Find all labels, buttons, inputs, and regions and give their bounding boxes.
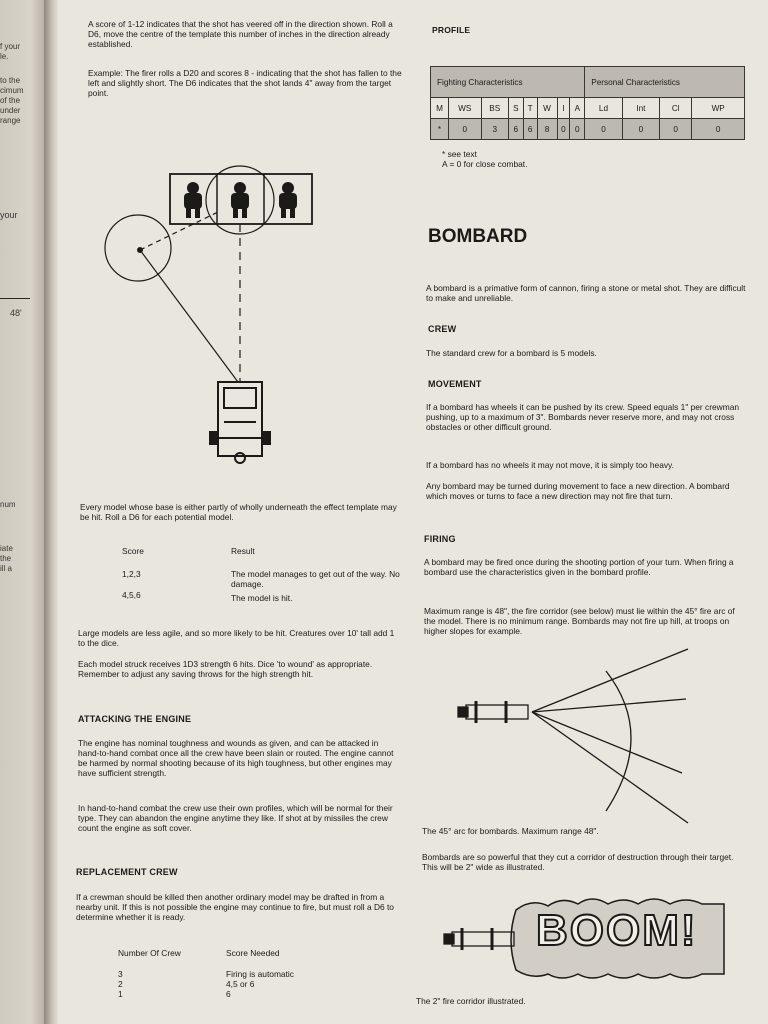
profile-heading: PROFILE — [432, 25, 471, 35]
movement-paragraph-1: If a bombard has wheels it can be pushed by its crew. Speed equals 1" per crewman pushing, up to a maximum of 3". Bombards never reserve more, and may not cross obstacles or other difficult ground. — [426, 402, 740, 432]
prev-text: range — [0, 116, 21, 125]
profile-col: I — [557, 98, 570, 119]
replacement-heading: REPLACEMENT CREW — [76, 867, 178, 877]
prev-text: to the — [0, 76, 21, 85]
movement-heading: MOVEMENT — [428, 379, 482, 389]
profile-footnote: A = 0 for close combat. — [442, 159, 528, 169]
fighting-group-header: Fighting Characteristics — [431, 67, 585, 98]
profile-col: M — [431, 98, 449, 119]
replacement-paragraph: If a crewman should be killed then another ordinary model may be drafted in from a nearby unit. If this is not possible the engine may continue to fire, but must roll a D6 to determine whether it is ready. — [76, 892, 394, 922]
attacking-heading: ATTACKING THE ENGINE — [78, 714, 192, 724]
profile-col: Ld — [585, 98, 622, 119]
crew-paragraph: The standard crew for a bombard is 5 models. — [426, 348, 597, 358]
profile-footnote: * see text — [442, 149, 477, 159]
profile-col: S — [508, 98, 523, 119]
profile-val: 3 — [481, 119, 508, 140]
movement-paragraph-2: If a bombard has no wheels it may not move, it is simply too heavy. — [426, 460, 674, 470]
rulebook-page — [58, 0, 768, 1024]
prev-text: your — [0, 210, 18, 220]
prev-text: num — [0, 500, 16, 509]
profile-col: BS — [481, 98, 508, 119]
profile-col: Cl — [660, 98, 692, 119]
crew-cell: 2 — [118, 979, 123, 989]
profile-col: W — [537, 98, 557, 119]
attacking-paragraph-1: The engine has nominal toughness and wounds as given, and can be attacked in hand-to-hand combat once all the crew have been slain or routed. The engine cannot be harmed by normal shooting because of its high toughness, but other engines may have sufficient strength. — [78, 738, 394, 778]
profile-col: WS — [448, 98, 481, 119]
score-needed-cell: Firing is automatic — [226, 969, 294, 979]
fire-arc-diagram — [456, 645, 696, 825]
base-paragraph: Every model whose base is either partly of wholly underneath the effect template may be hit. Roll a D6 for each potential model. — [80, 502, 397, 522]
prev-text: le. — [0, 52, 9, 61]
profile-val: 0 — [622, 119, 659, 140]
score-needed-cell: 4,5 or 6 — [226, 979, 255, 989]
book-gutter — [44, 0, 58, 1024]
prev-text: ill a — [0, 564, 13, 573]
profile-val: 0 — [570, 119, 585, 140]
prev-text: 48' — [10, 308, 22, 318]
crew-cell: 3 — [118, 969, 123, 979]
profile-val: 0 — [660, 119, 692, 140]
profile-val: 0 — [448, 119, 481, 140]
scatter-template-diagram — [98, 160, 328, 470]
profile-val: 0 — [692, 119, 745, 140]
score-header: Score — [122, 546, 144, 556]
score-needed-cell: 6 — [226, 989, 231, 999]
intro-paragraph-2: Example: The firer rolls a D20 and scores 8 - indicating that the shot has fallen to the left and slightly short. The D6 indicates that the shot lands 4" away from the target point. — [88, 68, 402, 98]
profile-table — [430, 66, 745, 140]
profile-val: 6 — [508, 119, 523, 140]
result-cell: The model is hit. — [231, 593, 293, 603]
score-needed-header: Score Needed — [226, 948, 280, 958]
intro-paragraph-1: A score of 1-12 indicates that the shot has veered off in the direction shown. Roll a D6, move the centre of the template this number of inches in the direction already established. — [88, 19, 393, 49]
prev-text: the — [0, 554, 12, 563]
profile-val: 6 — [523, 119, 537, 140]
profile-val: 8 — [537, 119, 557, 140]
corridor-paragraph: Bombards are so powerful that they cut a corridor of destruction through their target. This will be 2" wide as illustrated. — [422, 852, 734, 872]
firing-paragraph-1: A bombard may be fired once during the shooting portion of your turn. When firing a bombard use the characteristics given in the bombard profile. — [424, 557, 734, 577]
profile-col: T — [523, 98, 537, 119]
profile-col: Int — [622, 98, 659, 119]
arc-caption: The 45° arc for bombards. Maximum range 48". — [422, 826, 599, 836]
boom-text: BOOM! — [536, 906, 698, 955]
section-title: BOMBARD — [428, 226, 528, 247]
result-header: Result — [231, 546, 255, 556]
profile-val: 0 — [557, 119, 570, 140]
boom-caption: The 2" fire corridor illustrated. — [416, 996, 526, 1006]
prev-text: f your — [0, 42, 21, 51]
firing-paragraph-2: Maximum range is 48", the fire corridor (see below) must lie within the 45° fire arc of the model. There is no minimum range. Bombards may not fire up hill, at troops on higher slopes for example. — [424, 606, 735, 636]
prev-text: cimum — [0, 86, 24, 95]
result-cell: The model manages to get out of the way. No damage. — [231, 569, 400, 589]
crew-cell: 1 — [118, 989, 123, 999]
crew-header: Number Of Crew — [118, 948, 181, 958]
prev-arrow-line — [0, 298, 30, 299]
personal-group-header: Personal Characteristics — [585, 67, 745, 98]
large-models-paragraph: Large models are less agile, and so more likely to be hit. Creatures over 10' tall add 1 to the dice. — [78, 628, 395, 648]
score-cell: 4,5,6 — [122, 590, 141, 600]
movement-paragraph-3: Any bombard may be turned during movement to face a new direction. A bombard which moves or turns to face a new direction may not fire that turn. — [426, 481, 730, 501]
profile-val: * — [431, 119, 449, 140]
prev-text: of the — [0, 96, 21, 105]
firing-heading: FIRING — [424, 534, 456, 544]
crew-heading: CREW — [428, 324, 457, 334]
score-cell: 1,2,3 — [122, 569, 141, 579]
bombard-intro: A bombard is a primative form of cannon, firing a stone or metal shot. They are difficult to make and unreliable. — [426, 283, 746, 303]
profile-val: 0 — [585, 119, 622, 140]
profile-col: WP — [692, 98, 745, 119]
prev-text: iate — [0, 544, 13, 553]
previous-page-edge — [0, 0, 44, 1024]
prev-text: under — [0, 106, 21, 115]
profile-col: A — [570, 98, 585, 119]
struck-paragraph: Each model struck receives 1D3 strength 6 hits. Dice 'to wound' as appropriate. Remember to adjust any saving throws for the high strength hit. — [78, 659, 373, 679]
attacking-paragraph-2: In hand-to-hand combat the crew use their own profiles, which will be normal for their type. They can abandon the engine anytime they like. If shot at by missiles the crew count the engine as soft cover. — [78, 803, 393, 833]
